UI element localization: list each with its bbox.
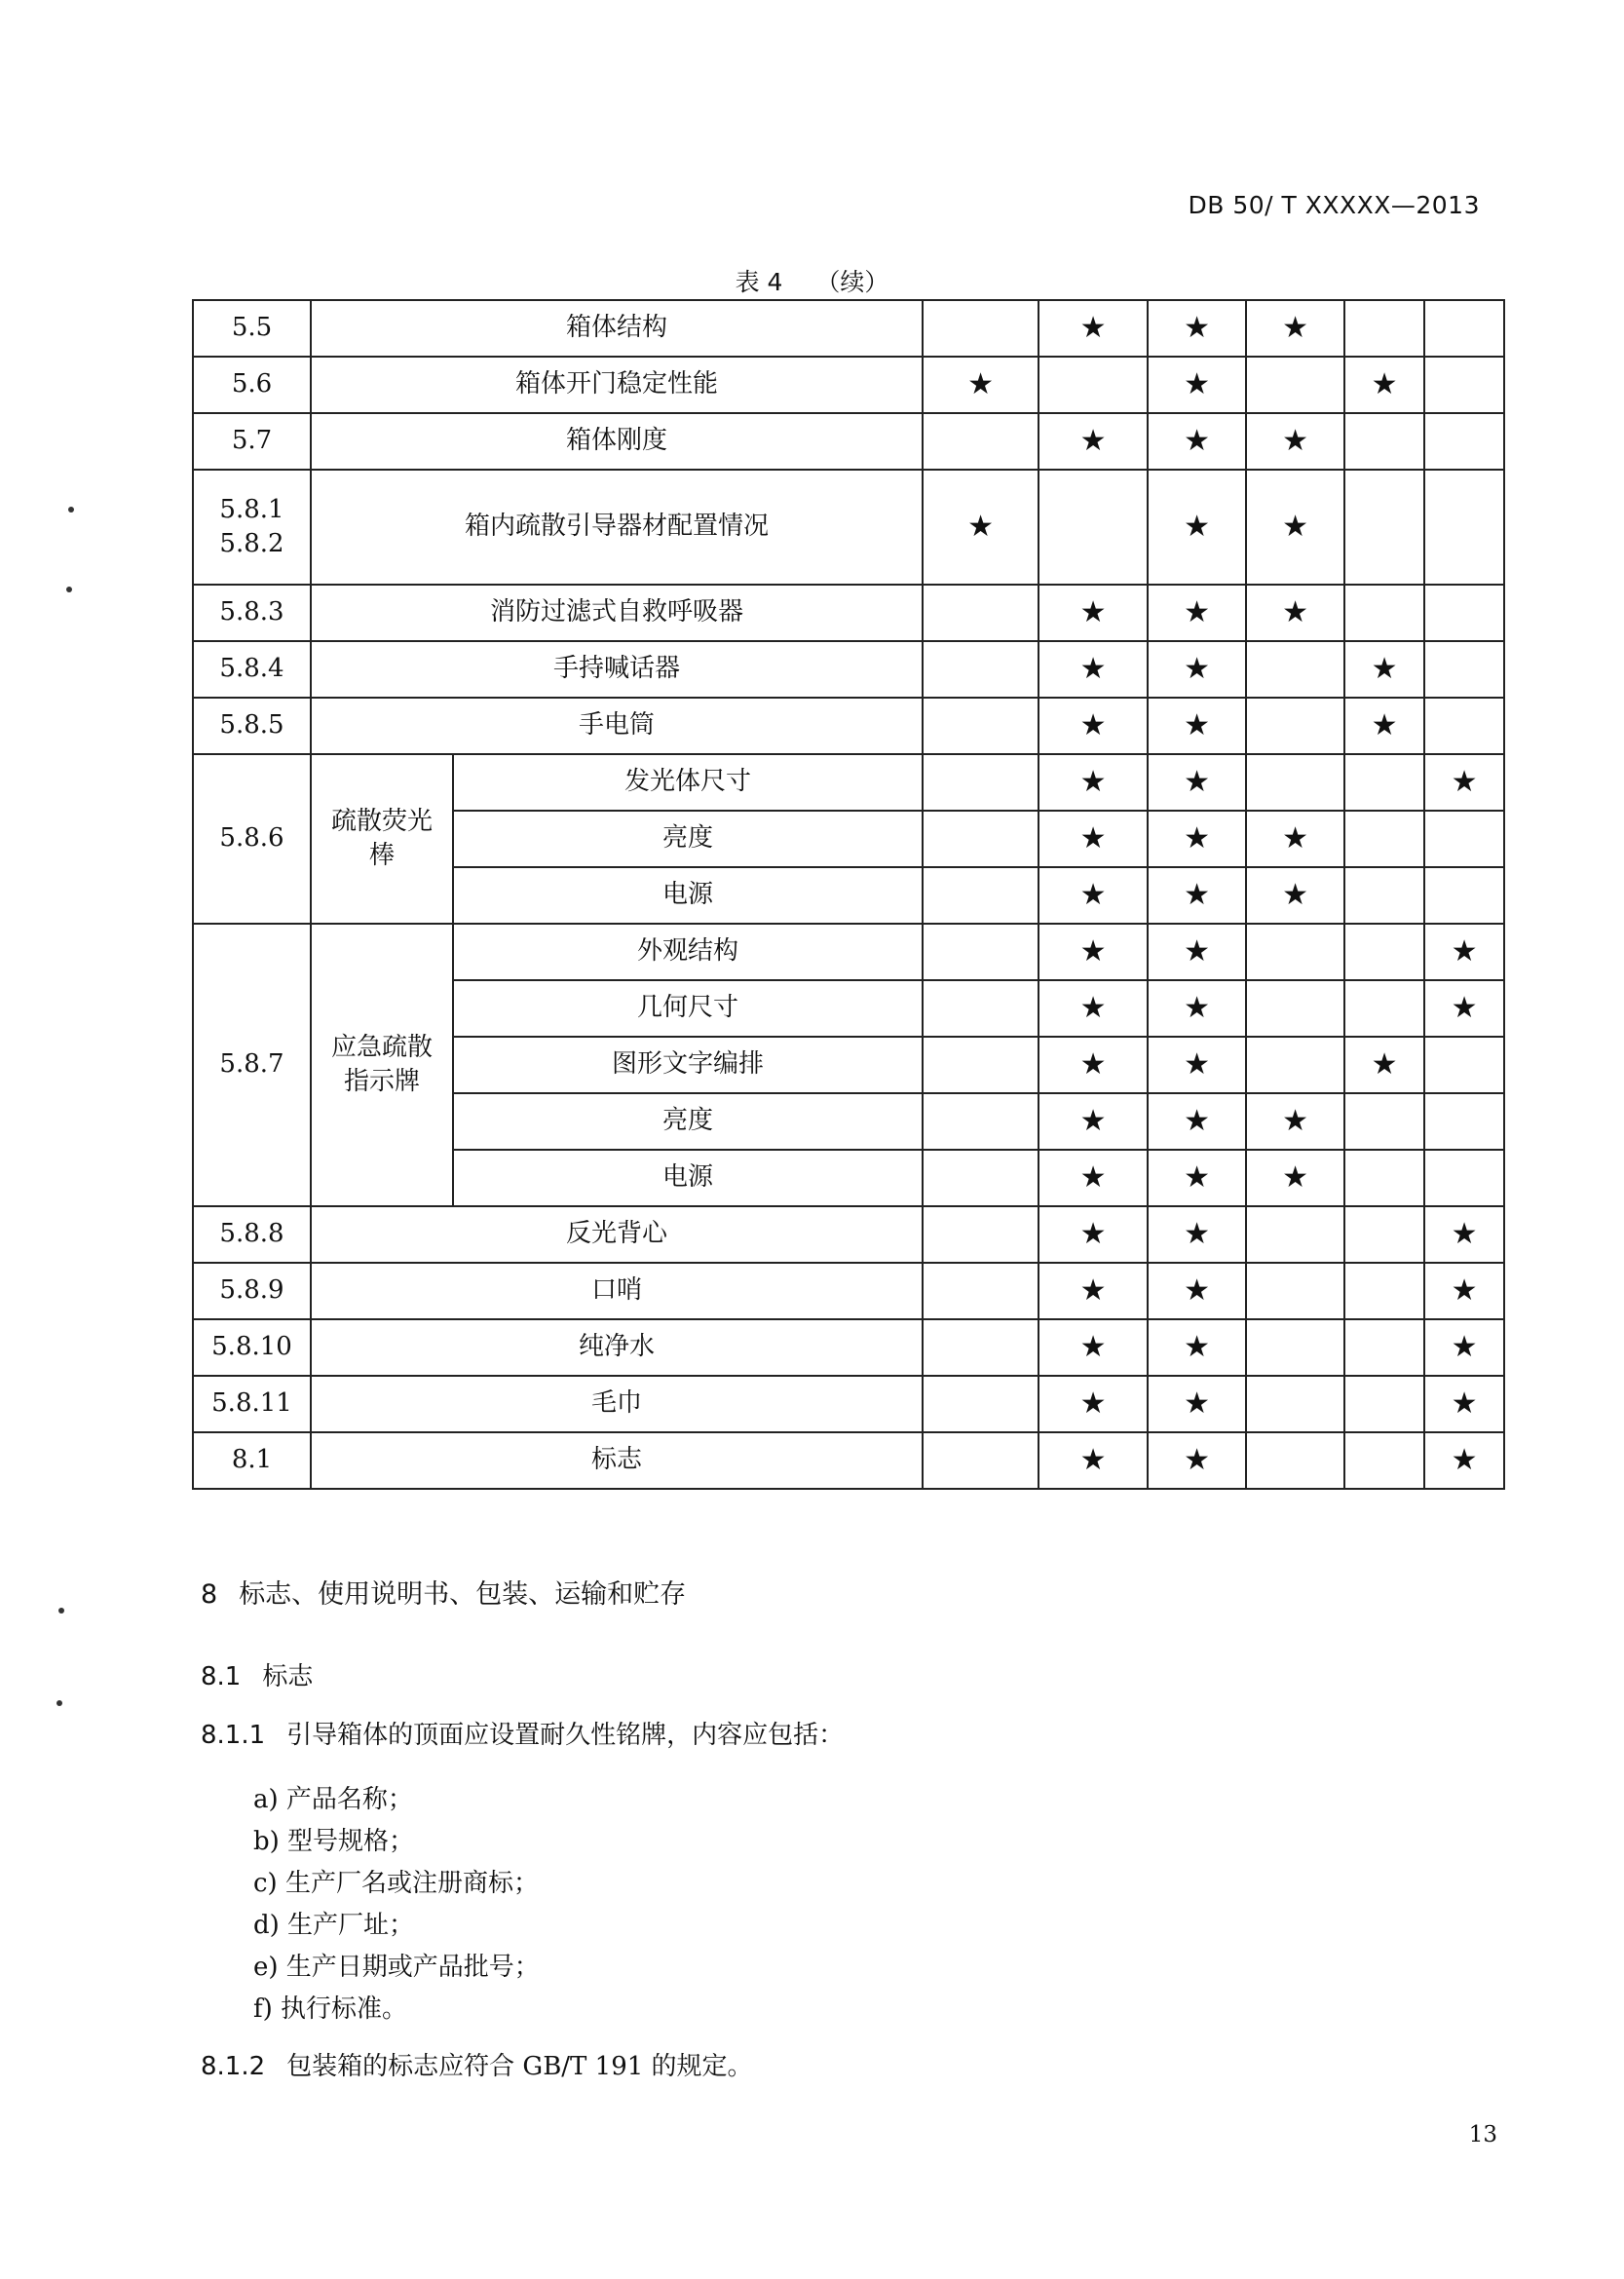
clause-text: 包装箱的标志应符合 GB/T 191 的规定。 [286,2052,753,2081]
rating-mark: ★ [1039,1093,1148,1150]
rating-mark [1424,867,1504,924]
rating-mark: ★ [1424,1206,1504,1263]
rating-mark [923,1432,1039,1489]
rating-mark: ★ [1039,413,1148,470]
item-name: 箱体开门稳定性能 [311,357,923,413]
rating-mark [1344,413,1424,470]
rating-mark: ★ [1148,641,1246,698]
rating-mark [1246,754,1344,811]
item-name: 纯净水 [311,1319,923,1376]
document-code: DB 50/ T XXXXX—2013 [1188,191,1480,219]
rating-mark: ★ [1148,585,1246,641]
rating-mark: ★ [1148,413,1246,470]
rating-mark: ★ [1039,1150,1148,1206]
rating-mark: ★ [1039,585,1148,641]
rating-mark: ★ [1039,1206,1148,1263]
rating-mark: ★ [1148,470,1246,585]
clause-text: 引导箱体的顶面应设置耐久性铭牌，内容应包括： [286,1721,845,1750]
clause-id-cell: 5.8.5 [193,698,311,754]
rating-mark: ★ [1039,1432,1148,1489]
clause-8-1-2 [201,2046,753,2082]
table-caption [0,263,1624,298]
rating-mark [1246,1376,1344,1432]
rating-mark [1246,1263,1344,1319]
rating-mark: ★ [1039,1376,1148,1432]
rating-mark [1344,867,1424,924]
rating-mark: ★ [1039,754,1148,811]
rating-mark [1246,698,1344,754]
rating-mark: ★ [1148,698,1246,754]
section-number: 8 [201,1579,218,1610]
clause-8-1-1 [201,1715,844,1751]
clause-id: 5.8.2 [219,529,284,558]
category-cell: 应急疏散指示牌 [311,924,453,1206]
rating-mark [1424,470,1504,585]
rating-mark [1039,357,1148,413]
clause-id-cell [193,470,311,585]
rating-mark [1344,1150,1424,1206]
rating-mark [1246,924,1344,980]
rating-mark: ★ [1148,924,1246,980]
rating-mark: ★ [1246,811,1344,867]
rating-mark: ★ [1246,867,1344,924]
rating-mark [923,1263,1039,1319]
rating-mark [923,1093,1039,1150]
rating-mark [1246,1206,1344,1263]
rating-mark: ★ [1039,1263,1148,1319]
rating-mark [1246,641,1344,698]
rating-mark [923,1037,1039,1093]
rating-mark: ★ [1344,357,1424,413]
scan-speck [57,1700,62,1706]
clause-id-cell: 5.8.3 [193,585,311,641]
rating-mark: ★ [1246,1150,1344,1206]
clause-id: 5.8.1 [219,494,284,524]
list-item: e) 生产日期或产品批号； [253,1953,540,1982]
rating-mark: ★ [1148,1206,1246,1263]
item-name: 亮度 [453,1093,923,1150]
rating-mark: ★ [1148,811,1246,867]
rating-mark [1424,300,1504,357]
scan-speck [68,507,74,513]
rating-mark [923,1150,1039,1206]
rating-mark: ★ [1246,300,1344,357]
section-title: 标志、使用说明书、包装、运输和贮存 [239,1579,687,1610]
item-name: 消防过滤式自救呼吸器 [311,585,923,641]
rating-mark [923,754,1039,811]
rating-mark [923,811,1039,867]
rating-mark [1039,470,1148,585]
table-row [193,1319,1504,1376]
clause-id-cell: 8.1 [193,1432,311,1489]
item-name: 毛巾 [311,1376,923,1432]
list-item: c) 生产厂名或注册商标； [253,1869,539,1898]
rating-mark: ★ [1039,811,1148,867]
rating-mark: ★ [1148,980,1246,1037]
rating-mark: ★ [1424,1376,1504,1432]
rating-mark [1246,357,1344,413]
item-name: 电源 [453,1150,923,1206]
rating-mark: ★ [1148,1150,1246,1206]
rating-mark: ★ [1424,754,1504,811]
item-name: 几何尺寸 [453,980,923,1037]
rating-mark: ★ [1424,1263,1504,1319]
clause-id-cell: 5.8.7 [193,924,311,1206]
rating-mark [1424,811,1504,867]
clause-id-cell: 5.8.9 [193,1263,311,1319]
rating-mark [1344,300,1424,357]
rating-mark [1424,357,1504,413]
clause-id-cell: 5.8.8 [193,1206,311,1263]
rating-mark [923,641,1039,698]
item-name: 手持喊话器 [311,641,923,698]
item-name: 箱内疏散引导器材配置情况 [311,470,923,585]
rating-mark: ★ [1039,867,1148,924]
rating-mark: ★ [1039,924,1148,980]
rating-mark [1246,980,1344,1037]
table-row [193,641,1504,698]
item-name: 手电筒 [311,698,923,754]
rating-mark: ★ [1246,585,1344,641]
rating-mark: ★ [1039,980,1148,1037]
rating-mark [1344,585,1424,641]
rating-mark: ★ [1148,1037,1246,1093]
rating-mark: ★ [1148,357,1246,413]
list-item: d) 生产厂址； [253,1911,415,1940]
rating-mark [1246,1319,1344,1376]
table-row [193,1376,1504,1432]
rating-mark [1344,1093,1424,1150]
table-row [193,754,1504,811]
rating-mark: ★ [1148,1432,1246,1489]
rating-mark [1344,1319,1424,1376]
rating-mark [1344,980,1424,1037]
subsection-number: 8.1 [201,1662,242,1691]
rating-mark [1424,1093,1504,1150]
table-row [193,1263,1504,1319]
clause-id-cell: 5.6 [193,357,311,413]
rating-mark: ★ [1148,1376,1246,1432]
rating-mark [1424,1150,1504,1206]
scan-speck [66,587,72,592]
table-row [193,924,1504,980]
rating-mark: ★ [1344,698,1424,754]
rating-mark: ★ [1148,867,1246,924]
clause-id-cell: 5.8.6 [193,754,311,924]
rating-mark [1344,924,1424,980]
rating-mark [1344,1376,1424,1432]
rating-mark: ★ [923,357,1039,413]
rating-mark [923,300,1039,357]
rating-mark: ★ [1039,300,1148,357]
rating-mark: ★ [1246,470,1344,585]
rating-mark [923,924,1039,980]
section-8-1-heading [201,1656,313,1692]
nameplate-list [253,1779,540,2031]
table-caption-label: 表 4 [735,268,783,296]
table-row [193,470,1504,585]
subsection-title: 标志 [262,1662,314,1691]
rating-mark: ★ [1039,698,1148,754]
item-name: 箱体刚度 [311,413,923,470]
item-name: 反光背心 [311,1206,923,1263]
rating-mark [1424,698,1504,754]
rating-mark [1424,585,1504,641]
rating-mark [923,413,1039,470]
rating-mark [923,867,1039,924]
table-row [193,357,1504,413]
table-row [193,698,1504,754]
clause-number: 8.1.1 [201,1721,266,1750]
table-row [193,1432,1504,1489]
rating-mark [1344,754,1424,811]
scan-speck [58,1608,64,1614]
rating-mark [1424,1037,1504,1093]
rating-mark [923,1319,1039,1376]
rating-mark: ★ [1039,1319,1148,1376]
rating-mark [1344,1206,1424,1263]
category-cell: 疏散荧光棒 [311,754,453,924]
item-name: 箱体结构 [311,300,923,357]
rating-mark: ★ [1424,1319,1504,1376]
inspection-table [192,299,1505,1490]
page-number: 13 [1468,2122,1497,2147]
item-name: 图形文字编排 [453,1037,923,1093]
item-name: 标志 [311,1432,923,1489]
rating-mark [1344,1263,1424,1319]
rating-mark [1246,1432,1344,1489]
table-row [193,585,1504,641]
rating-mark [923,980,1039,1037]
table-row [193,300,1504,357]
rating-mark: ★ [1424,924,1504,980]
rating-mark: ★ [923,470,1039,585]
rating-mark [923,698,1039,754]
section-8-heading [201,1573,686,1611]
rating-mark: ★ [1344,641,1424,698]
rating-mark: ★ [1039,1037,1148,1093]
rating-mark: ★ [1246,1093,1344,1150]
rating-mark [1424,641,1504,698]
table-row [193,413,1504,470]
rating-mark [923,1376,1039,1432]
rating-mark: ★ [1148,1093,1246,1150]
rating-mark [1344,1432,1424,1489]
item-name: 亮度 [453,811,923,867]
rating-mark: ★ [1148,300,1246,357]
clause-id-cell: 5.5 [193,300,311,357]
rating-mark [1246,1037,1344,1093]
table-caption-continued: （续） [815,268,889,296]
rating-mark [1344,811,1424,867]
item-name: 发光体尺寸 [453,754,923,811]
item-name: 电源 [453,867,923,924]
table-row [193,1206,1504,1263]
clause-id-cell: 5.7 [193,413,311,470]
rating-mark: ★ [1039,641,1148,698]
rating-mark [1344,470,1424,585]
rating-mark: ★ [1246,413,1344,470]
rating-mark [1424,413,1504,470]
rating-mark: ★ [1424,980,1504,1037]
rating-mark: ★ [1344,1037,1424,1093]
clause-number: 8.1.2 [201,2052,266,2081]
rating-mark: ★ [1148,754,1246,811]
list-item: f) 执行标准。 [253,1994,408,2024]
rating-mark [923,585,1039,641]
clause-id-cell: 5.8.11 [193,1376,311,1432]
item-name: 外观结构 [453,924,923,980]
item-name: 口哨 [311,1263,923,1319]
clause-id-cell: 5.8.10 [193,1319,311,1376]
clause-id-cell: 5.8.4 [193,641,311,698]
rating-mark: ★ [1424,1432,1504,1489]
list-item: b) 型号规格； [253,1827,415,1856]
rating-mark: ★ [1148,1263,1246,1319]
rating-mark [923,1206,1039,1263]
rating-mark: ★ [1148,1319,1246,1376]
list-item: a) 产品名称； [253,1785,413,1814]
